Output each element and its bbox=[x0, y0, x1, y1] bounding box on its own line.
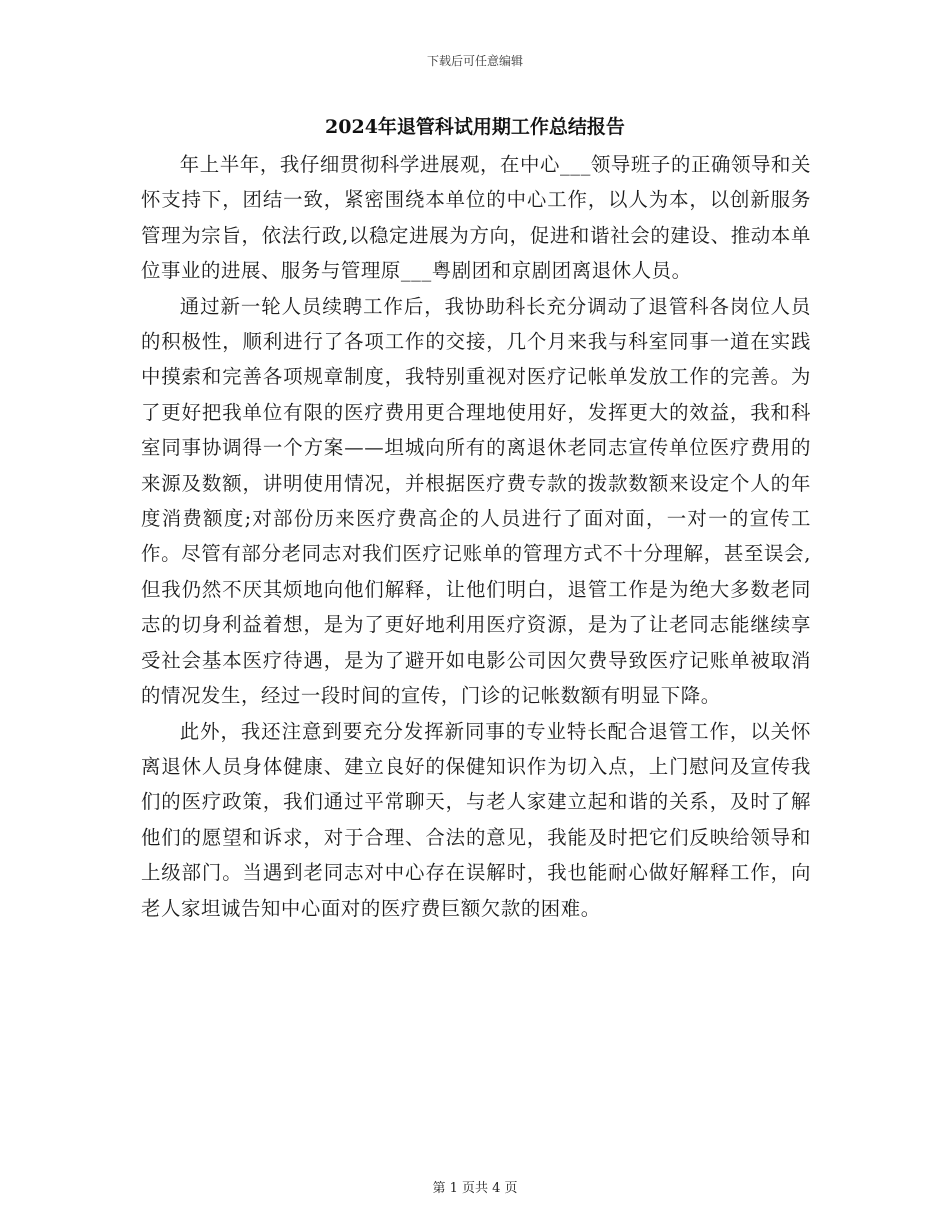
body-paragraph: 年上半年，我仔细贯彻科学进展观，在中心___领导班子的正确领导和关怀支持下，团结一致，紧密围绕本单位的中心工作，以人为本，以创新服务管理为宗旨，依法行政,以稳定进展为方向，促进和谐社会的建设、推动本单位事业的进展、服务与管理原___粤剧团和京剧团离退休人员。 bbox=[141, 153, 811, 283]
page-header: 下载后可任意编辑 bbox=[426, 54, 523, 68]
document-title: 2024年退管科试用期工作总结报告 bbox=[325, 116, 625, 138]
body-paragraph: 通过新一轮人员续聘工作后，我协助科长充分调动了退管科各岗位人员的积极性，顺利进行了各项工作的交接，几个月来我与科室同事一道在实践中摸索和完善各项规章制度，我特别重视对医疗记帐单发放工作的完善。为了更好把我单位有限的医疗费用更合理地使用好，发挥更大的效益，我和科室同事协调得一个方案——坦城向所有的离退休老同志宣传单位医疗费用的来源及数额，讲明使用情况，并根据医疗费专款的拨款数额来设定个人的年度消费额度;对部份历来医疗费高企的人员进行了面对面，一对一的宣传工作。尽管有部分老同志对我们医疗记账单的管理方式不十分理解，甚至误会,但我仍然不厌其烦地向他们解释，让他们明白，退管工作是为绝大多数老同志的切身利益着想，是为了更好地利用医疗资源，是为了让老同志能继续享受社会基本医疗待遇，是为了避开如电影公司因欠费导致医疗记账单被取消的情况发生，经过一段时间的宣传，门诊的记帐数额有明显下降。 bbox=[141, 294, 811, 708]
document-body bbox=[141, 147, 811, 926]
body-paragraph: 此外，我还注意到要充分发挥新同事的专业特长配合退管工作，以关怀离退休人员身体健康、建立良好的保健知识作为切入点，上门慰问及宣传我们的医疗政策，我们通过平常聊天，与老人家建立起和谐的关系，及时了解他们的愿望和诉求，对于合理、合法的意见，我能及时把它们反映给领导和上级部门。当遇到老同志对中心存在误解时，我也能耐心做好解释工作，向老人家坦诚告知中心面对的医疗费巨额欠款的困难。 bbox=[141, 719, 811, 920]
page-number-footer: 第 1 页共 4 页 bbox=[432, 1181, 518, 1196]
